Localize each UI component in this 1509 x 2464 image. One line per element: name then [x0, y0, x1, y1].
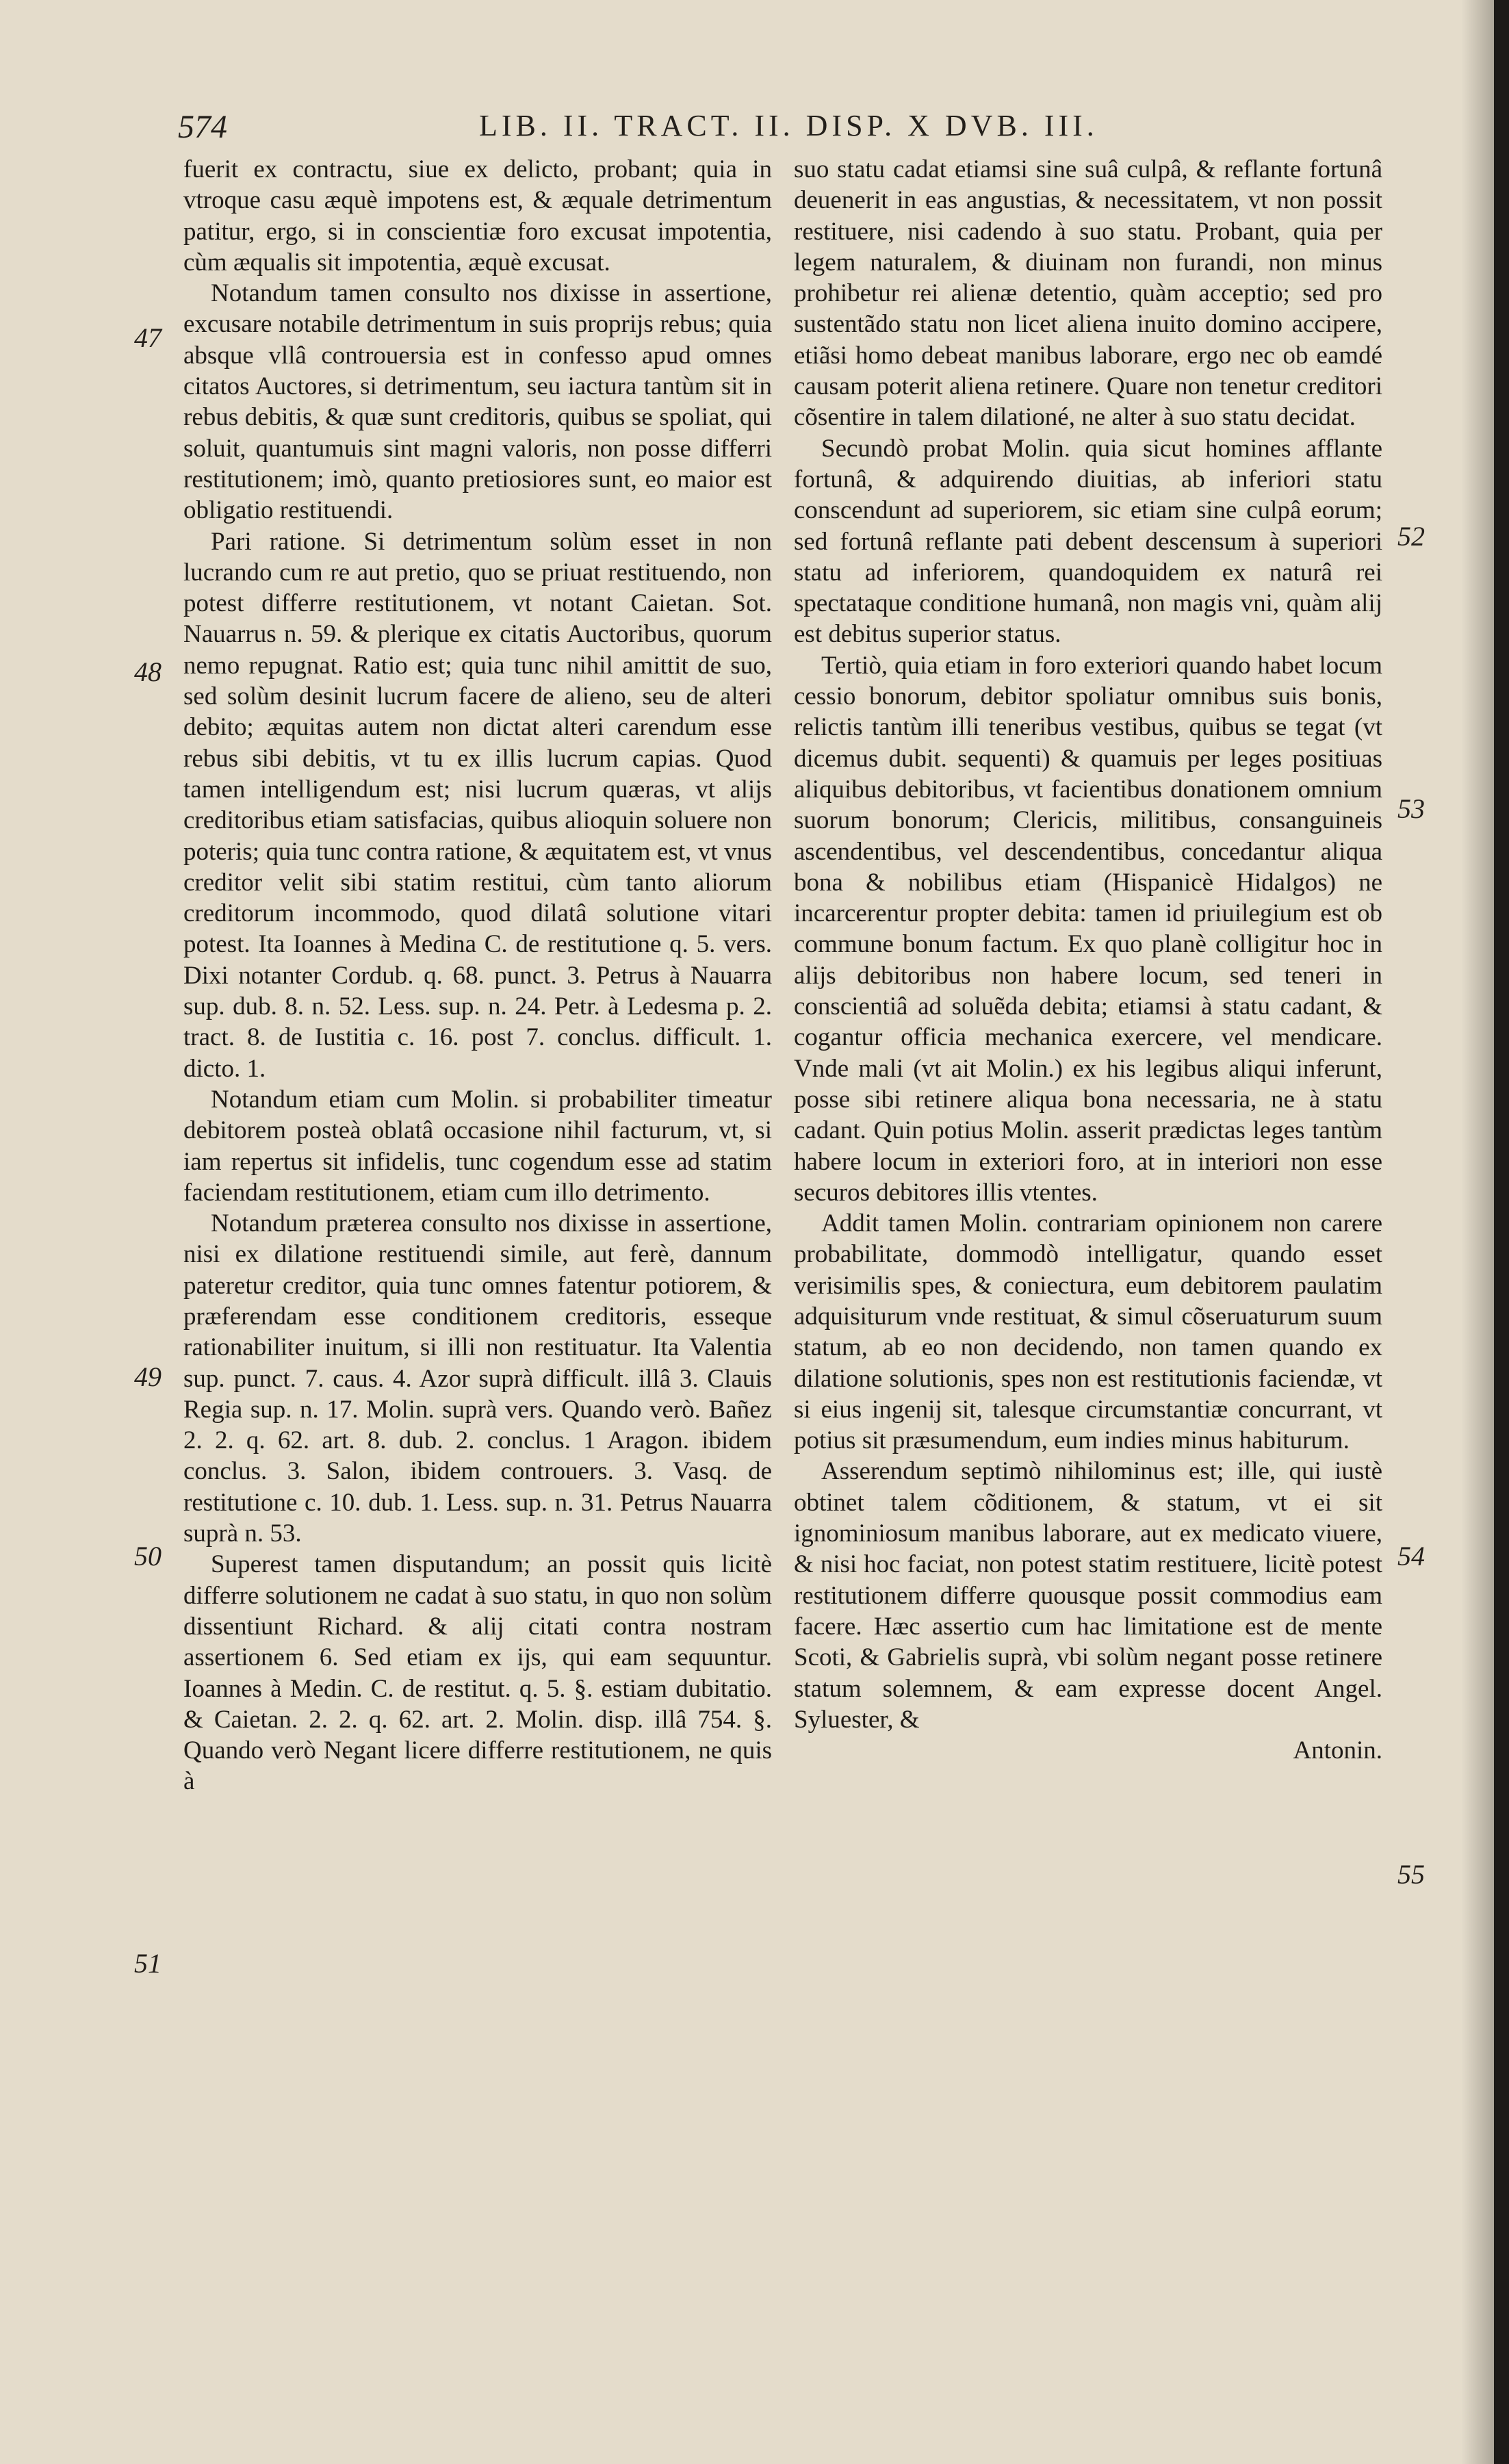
- paragraph: Notandum etiam cum Molin. si probabiliter timeatur debitorem posteà oblatâ occasione nihil facturum, vt, si iam repertus sit infidelis, tunc cogendum esse ad statim faciendam restitutionem, etiam cum illo detrimento.: [183, 1085, 772, 1207]
- margin-number: 54: [1397, 1541, 1425, 1571]
- paragraph: suo statu cadat etiamsi sine suâ culpâ, & reflante fortunâ deuenerit in eas angustias, & necessitatem, vt non possit restituere, nisi cadendo à suo statu. Probant, quia per legem naturalem, & diuinam non furandi, non minus prohibetur rei alienæ detentio, quàm acceptio; sed pro sustentãdo statu non licet aliena inuito domino accipere, etiãsi homo debeat manibus laborare, ergo nec ob eamdé causam poterit aliena retinere. Quare non tenetur creditori cõsentire in talem dilationé, ne alter à suo statu decidat.: [794, 155, 1382, 432]
- paragraph: Secundò probat Molin. quia sicut homines afflante fortunâ, & adquirendo diuitias, ab inferiori statu conscendunt ad superiorem, sic etiam sine culpâ eorum; sed fortunâ reflante pati debent descensum à superiori statu ad inferiorem, quandoquidem ex naturâ rei spectataque conditione humanâ, non magis vni, quàm alij est debitus superior status.: [794, 434, 1382, 649]
- margin-number: 49: [134, 1361, 162, 1392]
- margin-number: 51: [134, 1948, 162, 1979]
- paragraph: Superest tamen disputandum; an possit quis licitè differre solutionem ne cadat à suo statu, in quo non solùm dissentiunt Richard. & alij citati contra nostram assertionem 6. Sed etiam ex ijs, qui eam sequuntur. Ioannes à Medin. C. de restitut. q. 5. §. estiam dubitatio. & Caietan. 2. 2. q. 62. art. 2. Molin. disp. illâ 754. §. Quando verò Negant licere differre restitutionem, ne quis à: [183, 1550, 772, 1796]
- margin-number: 47: [134, 322, 162, 353]
- paragraph: Pari ratione. Si detrimentum solùm esset in non lucrando cum re aut pretio, quo se priuat restituendo, non potest differre restitutionem, vt notant Caietan. Sot. Nauarrus n. 59. & plerique ex citatis Auctoribus, quorum nemo repugnat. Ratio est; quia tunc nihil amittit de suo, sed solùm desinit lucrum facere de alieno, seu de alteri debito; æquitas autem non dictat alteri carendum esse rebus sibi debitis, vt tu ex illis lucrum capias. Quod tamen intelligendum est; nisi lucrum quæras, vt alijs creditoribus etiam satisfacias, quibus alioquin soluere non poteris; quia tunc contra ratione, & æquitatem est, vt vnus creditor velit sibi statim restitui, cùm tanto aliorum creditorum incommodo, quod dilatâ solutione vitari potest. Ita Ioannes à Medina C. de restitutione q. 5. vers. Dixi notanter Cordub. q. 68. punct. 3. Petrus à Nauarra sup. dub. 8. n. 52. Less. sup. n. 24. Petr. à Ledesma p. 2. tract. 8. de Iustitia c. 16. post 7. conclus. difficult. 1. dicto. 1.: [183, 527, 772, 1083]
- paragraph: Notandum præterea consulto nos dixisse in assertione, nisi ex dilatione restituendi simile, aut ferè, dannum pateretur creditor, quia tunc omnes fatentur potiorem, & præferendam esse conditionem creditoris, esseque rationabiliter inuitum, si illi non restituatur. Ita Valentia sup. punct. 7. caus. 4. Azor suprà difficult. illâ 3. Clauis Regia sup. n. 17. Molin. suprà vers. Quando verò. Bañez 2. 2. q. 62. art. 8. dub. 2. conclus. 1 Aragon. ibidem conclus. 3. Salon, ibidem controuers. 3. Vasq. de restitutione c. 10. dub. 1. Less. sup. n. 31. Petrus Nauarra suprà n. 53.: [183, 1209, 772, 1548]
- paragraph: Notandum tamen consulto nos dixisse in assertione, excusare notabile detrimentum in suis proprijs rebus; quia absque vllâ controuersia est in confesso apud omnes citatos Auctores, si detrimentum, seu iactura tantùm sit in rebus debitis, & quæ sunt creditoris, quibus se spoliat, qui soluit, quantumuis sint magni valoris, non posse differri restitutionem; imò, quanto pretiosiores sunt, eo maior est obligatio restituendi.: [183, 279, 772, 525]
- margin-number: 48: [134, 656, 162, 687]
- paragraph: Tertiò, quia etiam in foro exteriori quando habet locum cessio bonorum, debitor spoliatur omnibus suis bonis, relictis tantùm illi teneribus vestibus, quibus se tegat (vt dicemus dubit. sequenti) & quamuis per leges positiuas aliquibus debitoribus, vt facientibus donationem omnium suorum bonorum; Clericis, militibus, consanguineis ascendentibus, vel descendentibus, concedantur aliqua bona & nobilibus etiam (Hispanicè Hidalgos) ne incarcerentur propter debita: tamen id priuilegium est ob commune bonum factum. Ex quo planè colligitur hoc in alijs debitoribus non habere locum, sed teneri in conscientiâ ad soluẽda debita; etiamsi à statu cadant, & cogantur officia mechanica exercere, vel mendicare. Vnde mali (vt ait Molin.) ex his legibus aliqui inferunt, posse sibi retinere aliqua bona necessaria, ne à statu cadant. Quin potius Molin. asserit prædictas leges tantùm habere locum in exteriori foro, at in interiori non esse securos debitores illis vtentes.: [794, 651, 1382, 1207]
- margin-number: 50: [134, 1541, 162, 1571]
- paragraph: Asserendum septimò nihilominus est; ille, qui iustè obtinet talem cõditionem, & statum, vt ei sit ignominiosum manibus laborare, aut ex medicato viuere, & nisi hoc faciat, non potest statim restituere, licitè potest restitutionem differre quousque possit commodius eam facere. Hæc assertio cum hac limitatione est de mente Scoti, & Gabrielis suprà, vbi solùm negant posse retinere statum solemnem, & eam expresse docent Angel. Syluester, &: [794, 1457, 1382, 1734]
- paragraph: fuerit ex contractu, siue ex delicto, probant; quia in vtroque casu æquè impotens est, & æquale detrimentum patitur, ergo, si in conscientiæ foro excusat impotentia, cùm æqualis sit impotentia, æquè excusat.: [183, 155, 772, 277]
- catchword: Antonin.: [1293, 1736, 1382, 1765]
- margin-number: 53: [1397, 793, 1425, 824]
- margin-number: 52: [1397, 521, 1425, 552]
- running-head: LIB. II. TRACT. II. DISP. X DVB. III.: [479, 109, 1098, 142]
- page-edge: [1494, 0, 1509, 2464]
- margin-number: 55: [1397, 1859, 1425, 1890]
- running-header: [178, 103, 1341, 151]
- paragraph: Addit tamen Molin. contrariam opinionem non carere probabilitate, dommodò intelligatur, quando esset verisimilis spes, & coniectura, eum debitorem paulatim adquisiturum vnde restituat, & simul cõseruaturum suum statum, ab eo non decidendo, non tamen quando ex dilatione solutionis, spes non est restitutionis faciendæ, vt si eius ingenij sit, talesque circumstantiæ concurrant, vt potius sit præsumendum, eum indies minus habiturum.: [794, 1209, 1382, 1455]
- page-number: 574: [178, 109, 227, 145]
- left-column: [183, 154, 772, 1797]
- right-column: [794, 154, 1382, 1766]
